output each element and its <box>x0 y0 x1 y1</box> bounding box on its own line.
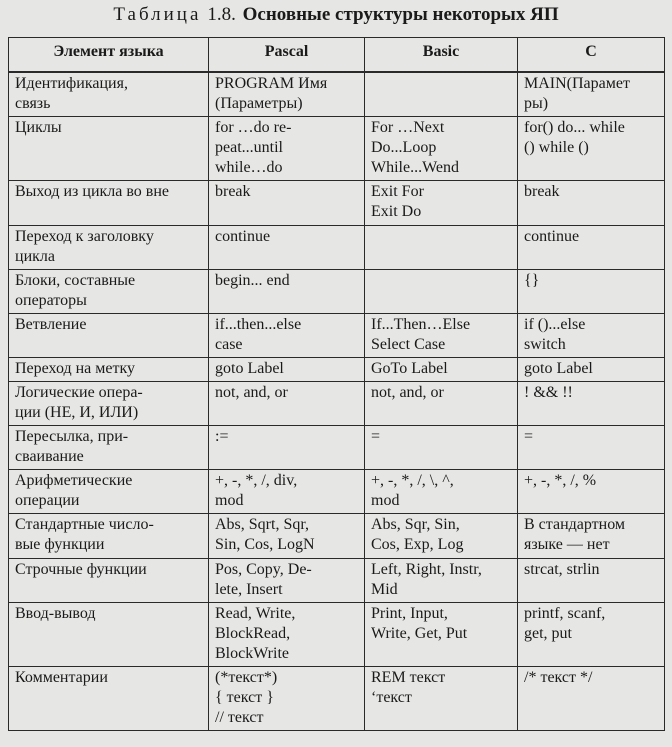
cell-pascal <box>209 603 365 667</box>
cell-basic <box>365 181 518 226</box>
cell-line: ры) <box>524 95 549 112</box>
cell-line: case <box>215 336 243 353</box>
cell-pascal <box>209 72 365 117</box>
cell-line: Abs, Sqrt, Sqr, <box>215 516 310 533</box>
table-body <box>9 72 665 731</box>
cell-element <box>9 603 209 667</box>
cell-line: While...Wend <box>371 159 460 176</box>
cell-line: switch <box>524 336 566 353</box>
cell-line: for() do... while <box>524 119 625 136</box>
cell-line: Стандартные число- <box>15 516 154 533</box>
cell-line: BlockRead, <box>215 625 291 642</box>
cell-line: Блоки, составные <box>15 272 136 289</box>
cell-line: mod <box>215 492 244 509</box>
header-pascal: Pascal <box>209 38 365 73</box>
cell-line: Sin, Cos, LogN <box>215 536 315 553</box>
cell-line: continue <box>524 228 580 245</box>
table-row <box>9 667 665 731</box>
cell-line: Mid <box>371 581 398 598</box>
cell-line: if ()...else <box>524 316 586 333</box>
table-row <box>9 470 665 514</box>
cell-line: break <box>524 183 560 200</box>
cell-line: сваивание <box>15 448 84 465</box>
cell-line: связь <box>15 95 51 112</box>
cell-element <box>9 358 209 382</box>
cell-line: Exit Do <box>371 203 422 220</box>
cell-line: (*текст*) <box>215 669 278 686</box>
cell-line: while…do <box>215 159 283 176</box>
cell-basic <box>365 314 518 358</box>
cell-element <box>9 314 209 358</box>
cell-c <box>518 470 665 514</box>
cell-line: Read, Write, <box>215 605 296 622</box>
cell-c <box>518 514 665 559</box>
cell-line: Left, Right, Instr, <box>371 561 482 578</box>
table-row <box>9 426 665 470</box>
cell-line: goto Label <box>524 360 593 377</box>
cell-line: ции (НЕ, И, ИЛИ) <box>15 404 139 421</box>
cell-line: REM текст <box>371 669 446 686</box>
table-row <box>9 226 665 270</box>
table-row <box>9 181 665 226</box>
cell-c <box>518 667 665 731</box>
cell-line: ‘текст <box>371 689 412 706</box>
cell-basic <box>365 514 518 559</box>
cell-line: peat...until <box>215 139 283 156</box>
cell-pascal <box>209 358 365 382</box>
cell-line: If...Then…Else <box>371 316 471 333</box>
cell-line: Арифметические <box>15 472 133 489</box>
header-element: Элемент языка <box>9 38 209 73</box>
cell-pascal <box>209 559 365 603</box>
cell-line: Логические опера- <box>15 384 143 401</box>
cell-c <box>518 382 665 426</box>
cell-line: +, -, *, /, \, ^, <box>371 472 454 489</box>
cell-line: BlockWrite <box>215 645 289 662</box>
cell-line: Переход на метку <box>15 360 136 377</box>
cell-line: вые функции <box>15 536 105 553</box>
cell-element <box>9 181 209 226</box>
table-caption <box>0 2 672 28</box>
table-row <box>9 270 665 314</box>
cell-line: mod <box>371 492 400 509</box>
cell-line: = <box>524 428 534 445</box>
cell-line: Exit For <box>371 183 424 200</box>
cell-line: := <box>215 428 229 445</box>
cell-c <box>518 72 665 117</box>
cell-element <box>9 270 209 314</box>
caption-number: 1.8. <box>207 4 236 25</box>
cell-line: +, -, *, /, % <box>524 472 597 489</box>
cell-line: get, put <box>524 625 572 642</box>
cell-line: not, and, or <box>215 384 288 401</box>
table-row <box>9 559 665 603</box>
cell-element <box>9 117 209 181</box>
cell-element <box>9 426 209 470</box>
cell-line: Строчные функции <box>15 561 147 578</box>
cell-basic <box>365 358 518 382</box>
cell-line: (Параметры) <box>215 95 303 112</box>
cell-pascal <box>209 226 365 270</box>
cell-pascal <box>209 181 365 226</box>
cell-line: goto Label <box>215 360 284 377</box>
cell-element <box>9 470 209 514</box>
cell-line: continue <box>215 228 271 245</box>
cell-c <box>518 226 665 270</box>
cell-line: Комментарии <box>15 669 108 686</box>
caption-title: Основные структуры некоторых ЯП <box>242 4 559 25</box>
cell-basic <box>365 470 518 514</box>
cell-c <box>518 270 665 314</box>
cell-line: Write, Get, Put <box>371 625 468 642</box>
cell-line: for …do re- <box>215 119 292 136</box>
cell-line: +, -, *, /, div, <box>215 472 298 489</box>
caption-label: Таблица <box>113 4 202 25</box>
cell-c <box>518 426 665 470</box>
cell-line: Cos, Exp, Log <box>371 536 464 553</box>
table-row <box>9 117 665 181</box>
cell-line: begin... end <box>215 272 290 289</box>
cell-pascal <box>209 514 365 559</box>
cell-line: Pos, Copy, De- <box>215 561 312 578</box>
cell-line: // текст <box>215 709 264 726</box>
cell-basic <box>365 603 518 667</box>
cell-pascal <box>209 117 365 181</box>
cell-basic <box>365 426 518 470</box>
cell-c <box>518 358 665 382</box>
cell-basic <box>365 559 518 603</box>
table-row <box>9 603 665 667</box>
cell-basic <box>365 667 518 731</box>
cell-c <box>518 117 665 181</box>
cell-element <box>9 514 209 559</box>
cell-basic <box>365 117 518 181</box>
cell-line: printf, scanf, <box>524 605 606 622</box>
cell-pascal <box>209 270 365 314</box>
table-row <box>9 514 665 559</box>
cell-line: В стандартном <box>524 516 626 533</box>
cell-basic <box>365 382 518 426</box>
cell-line: Выход из цикла во вне <box>15 183 170 200</box>
table-header-row <box>9 38 665 73</box>
cell-c <box>518 603 665 667</box>
cell-line: if...then...else <box>215 316 302 333</box>
cell-pascal <box>209 382 365 426</box>
cell-line: языке — нет <box>524 536 610 553</box>
cell-line: цикла <box>15 248 55 265</box>
cell-element <box>9 559 209 603</box>
header-c: C <box>518 38 665 73</box>
cell-line: For …Next <box>371 119 445 136</box>
cell-line: () while () <box>524 139 589 156</box>
cell-pascal <box>209 667 365 731</box>
language-structures-table <box>8 37 665 731</box>
cell-element <box>9 382 209 426</box>
cell-line: Идентификация, <box>15 75 128 92</box>
cell-line: Пересылка, при- <box>15 428 129 445</box>
cell-line: /* текст */ <box>524 669 593 686</box>
cell-line: GoTo Label <box>371 360 448 377</box>
cell-basic <box>365 72 518 117</box>
cell-line: Ввод-вывод <box>15 605 96 622</box>
cell-line: = <box>371 428 381 445</box>
cell-element <box>9 226 209 270</box>
header-basic: Basic <box>365 38 518 73</box>
cell-line: Select Case <box>371 336 446 353</box>
cell-pascal <box>209 470 365 514</box>
table-row <box>9 358 665 382</box>
table-row <box>9 314 665 358</box>
cell-line: Ветвление <box>15 316 87 333</box>
cell-c <box>518 559 665 603</box>
cell-line: ! && !! <box>524 384 573 401</box>
cell-line: PROGRAM Имя <box>215 75 328 92</box>
cell-line: Abs, Sqr, Sin, <box>371 516 460 533</box>
cell-line: break <box>215 183 251 200</box>
cell-line: Переход к заголовку <box>15 228 154 245</box>
cell-element <box>9 667 209 731</box>
cell-line: Циклы <box>15 119 62 136</box>
cell-line: { текст } <box>215 689 274 706</box>
table-row <box>9 382 665 426</box>
cell-line: операции <box>15 492 80 509</box>
cell-element <box>9 72 209 117</box>
cell-line: Print, Input, <box>371 605 448 622</box>
cell-basic <box>365 270 518 314</box>
cell-line: strcat, strlin <box>524 561 600 578</box>
cell-line: lete, Insert <box>215 581 283 598</box>
table-row <box>9 72 665 117</box>
cell-line: MAIN(Парамет <box>524 75 630 92</box>
cell-c <box>518 314 665 358</box>
cell-basic <box>365 226 518 270</box>
cell-c <box>518 181 665 226</box>
cell-line: Do...Loop <box>371 139 437 156</box>
cell-pascal <box>209 426 365 470</box>
cell-line: not, and, or <box>371 384 444 401</box>
cell-pascal <box>209 314 365 358</box>
cell-line: {} <box>524 272 540 289</box>
cell-line: операторы <box>15 292 87 309</box>
